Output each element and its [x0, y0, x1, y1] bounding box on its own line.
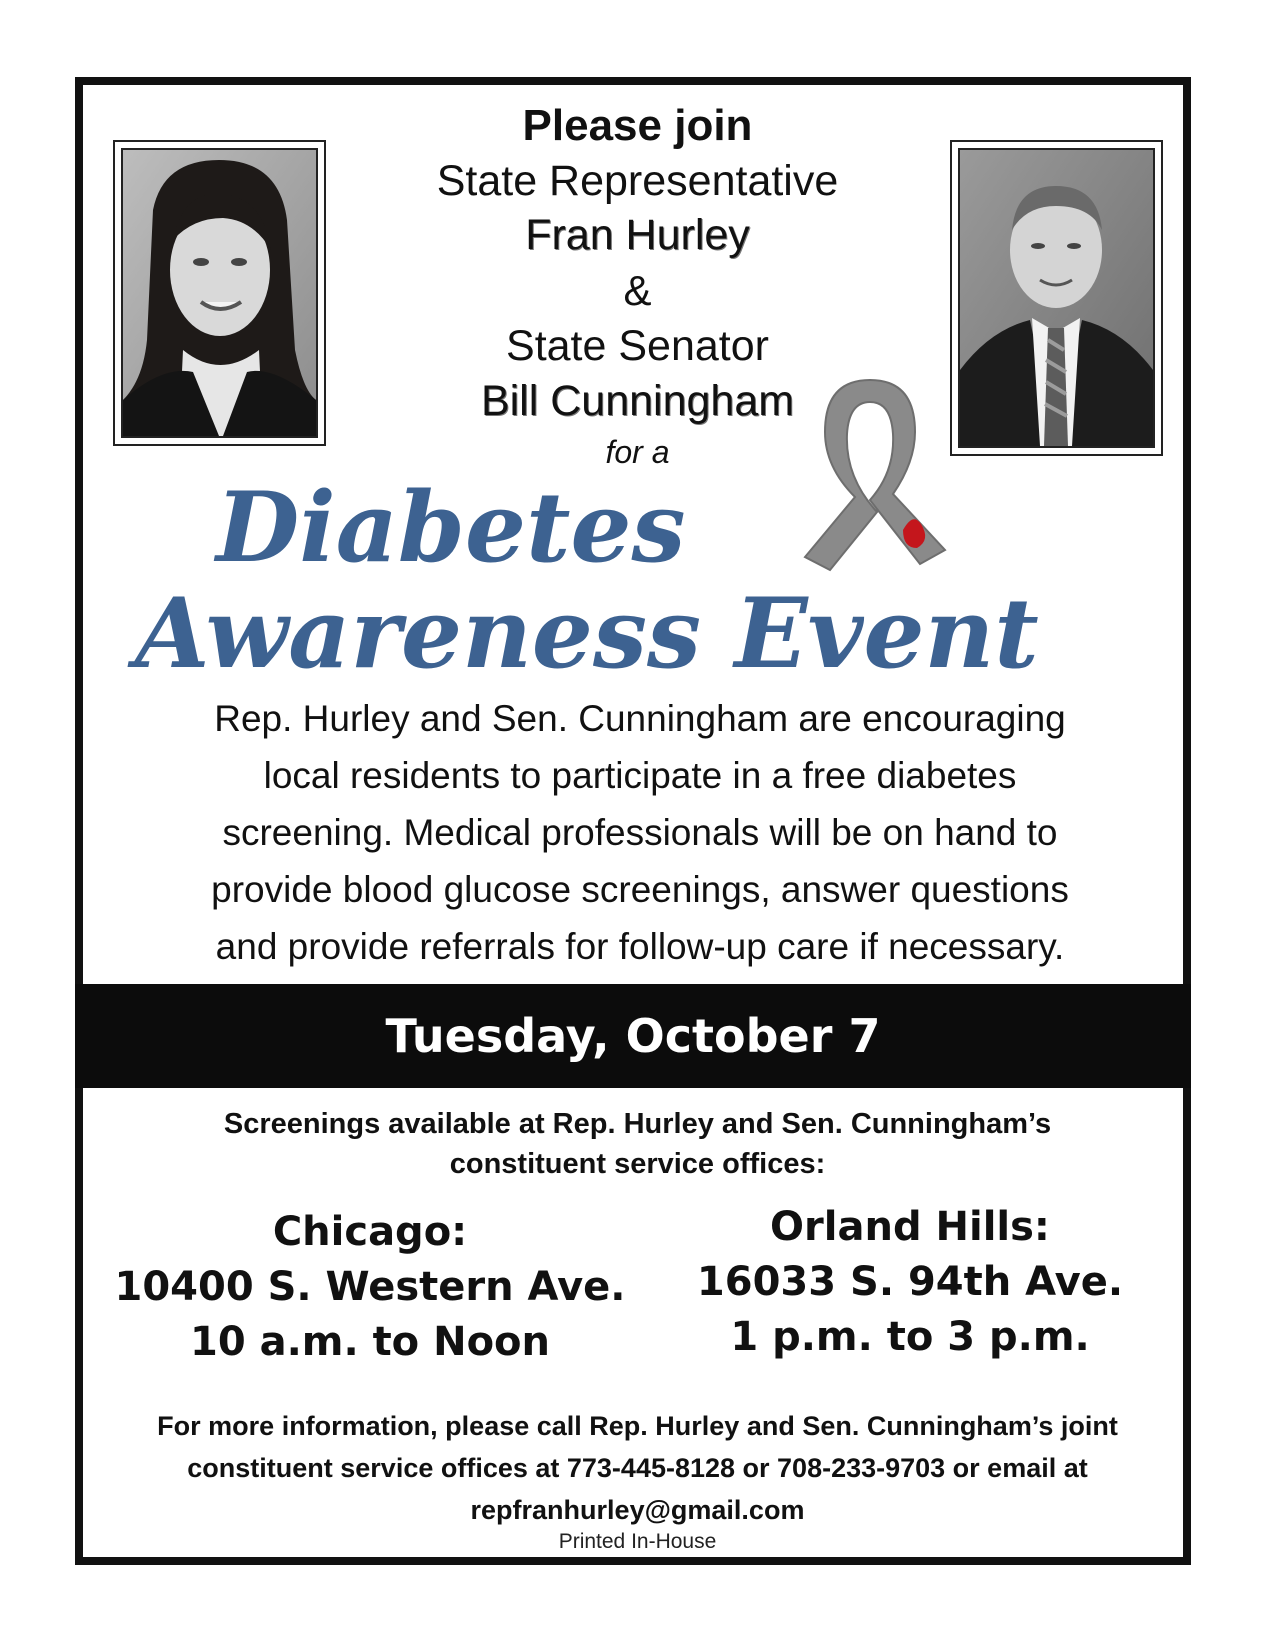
awareness-ribbon-icon: [785, 372, 955, 572]
more-information: [100, 1405, 1175, 1531]
location-time: 10 a.m. to Noon: [189, 1319, 551, 1365]
description-line: screening. Medical professionals will be on hand to: [222, 812, 1058, 853]
location-city: Orland Hills:: [770, 1204, 1050, 1250]
for-a-text: for a: [605, 434, 670, 470]
location-chicago: [110, 1205, 630, 1370]
rep-title: State Representative: [436, 157, 839, 205]
email-address: repfranhurley@gmail.com: [470, 1495, 805, 1525]
more-info-line: For more information, please call Rep. Hurley and Sen. Cunningham’s joint: [157, 1411, 1118, 1441]
location-orland-hills: [660, 1200, 1160, 1365]
screenings-line: constituent service offices:: [449, 1148, 826, 1180]
ampersand: &: [623, 267, 652, 314]
title-line-2: Awareness Event: [135, 577, 1039, 690]
description-line: Rep. Hurley and Sen. Cunningham are encouraging: [214, 698, 1066, 739]
rep-name: Fran Hurley: [525, 211, 750, 259]
event-date-bar: Tuesday, October 7: [75, 984, 1191, 1088]
screenings-heading: [100, 1104, 1175, 1184]
more-info-line: constituent service offices at 773-445-8128 or 708-233-9703 or email at: [187, 1453, 1088, 1483]
please-join-text: Please join: [522, 101, 753, 150]
description-line: and provide referrals for follow-up care if necessary.: [215, 926, 1065, 967]
location-time: 1 p.m. to 3 p.m.: [730, 1314, 1090, 1360]
title-line-1: Diabetes: [216, 471, 686, 584]
printed-in-house: Printed In-House: [558, 1530, 717, 1553]
screenings-line: Screenings available at Rep. Hurley and Sen. Cunningham’s: [223, 1108, 1052, 1140]
sen-name: Bill Cunningham: [480, 377, 795, 425]
sen-title: State Senator: [506, 322, 769, 370]
description-line: provide blood glucose screenings, answer questions: [211, 869, 1069, 910]
description-line: local residents to participate in a free diabetes: [263, 755, 1017, 796]
location-address: 16033 S. 94th Ave.: [696, 1259, 1124, 1305]
location-city: Chicago:: [272, 1209, 468, 1255]
description: [120, 690, 1160, 975]
location-address: 10400 S. Western Ave.: [114, 1264, 626, 1310]
